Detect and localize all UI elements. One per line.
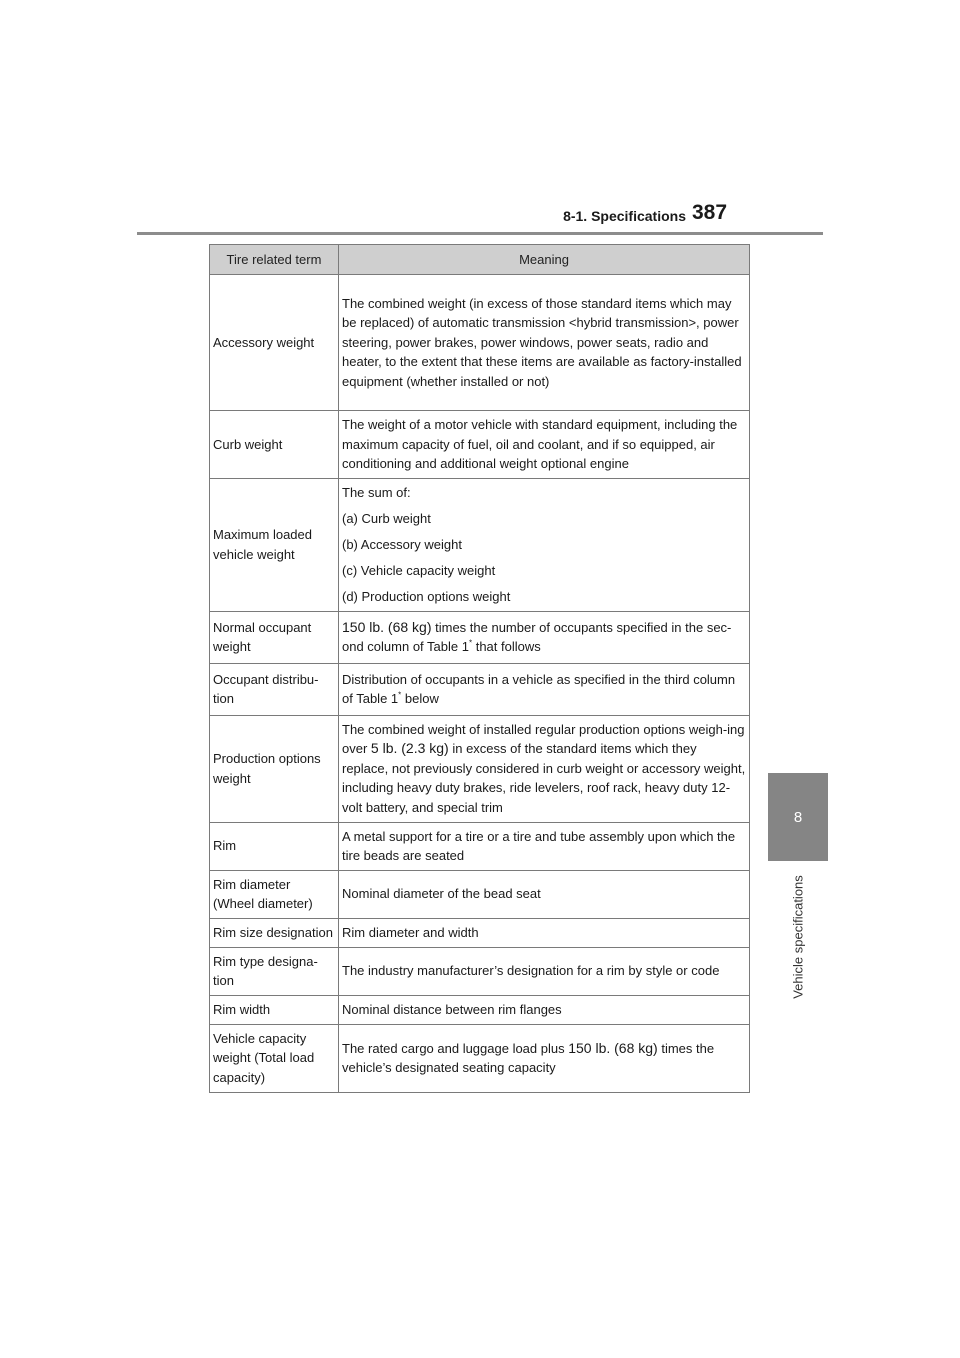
term-cell: Maximum loaded vehicle weight [210,479,339,612]
term-cell: Production options weight [210,715,339,822]
meaning-text: times the number of occupants specified in the sec-ond column of Table 1 [342,619,732,654]
table-row [210,479,750,612]
list-item: (b) Accessory weight [342,537,462,552]
term-line: Rim diameter [213,876,291,892]
list-item: (d) Production options weight [342,589,511,604]
meaning-text: below [401,691,439,706]
tire-terms-table [209,244,750,1093]
term-cell: Vehicle capacity weight (Total load capacity) [210,1024,339,1092]
meaning-cell: The industry manufacturer’s designation for a rim by style or code [339,947,750,995]
table-row [210,715,750,822]
footnote-marker: * [398,690,402,700]
meaning-cell: Nominal distance between rim flanges [339,995,750,1024]
meaning-cell [339,663,750,715]
meaning-cell: Rim diameter and width [339,918,750,947]
table-row [210,611,750,663]
meaning-cell [339,715,750,822]
table-row [210,918,750,947]
term-cell: Rim [210,822,339,870]
page-number: 387 [692,201,728,224]
meaning-cell: The weight of a motor vehicle with standard equipment, including the maximum capacity of fuel, oil and coolant, and if so equipped, air conditioning and additional weight optional engine [339,411,750,479]
term-cell [210,870,339,918]
meaning-cell: The combined weight (in excess of those standard items which may be replaced) of automatic transmission <hybrid transmission>, power steering, power brakes, power windows, power seats, radio and heater, to the extent that these items are available as factory-installed equipment (whether installed or not) [339,275,750,411]
footnote-marker: * [468,638,473,648]
column-header-meaning: Meaning [339,245,750,275]
list-item: (c) Vehicle capacity weight [342,563,496,578]
list-item: (a) Curb weight [342,511,431,526]
term-cell: Curb weight [210,411,339,479]
meaning-text: Distribution of occupants in a vehicle as specified in the third column of Table 1 [342,671,736,706]
meaning-text: times the vehicle’s designated seating capacity [342,1040,715,1075]
meaning-cell [339,479,750,612]
weight-value: 150 lb. (68 kg) [568,1039,658,1056]
table-row [210,870,750,918]
table-row [210,1024,750,1092]
chapter-tab[interactable] [768,773,828,861]
meaning-cell [339,1024,750,1092]
header-rule [137,232,823,235]
section-title: 8-1. Specifications [563,208,686,224]
meaning-cell [339,611,750,663]
term-line: (Wheel diameter) [213,896,313,911]
meaning-text: The combined weight of installed regular production options weigh-ing over [342,721,745,757]
chapter-label [768,862,828,1012]
term-cell: Occupant distribu-tion [210,663,339,715]
table-row [210,411,750,479]
meaning-text: The rated cargo and luggage load plus [342,1040,569,1056]
table-header-row [210,245,750,275]
weight-value: 150 lb. (68 kg) [342,618,432,635]
meaning-cell: Nominal diameter of the bead seat [339,870,750,918]
table-row [210,947,750,995]
table-row [210,275,750,411]
meaning-cell: A metal support for a tire or a tire and tube assembly upon which the tire beads are seated [339,822,750,870]
table-row [210,995,750,1024]
list-item: The sum of: [342,485,411,500]
term-cell: Rim type designa-tion [210,947,339,995]
term-cell: Rim width [210,995,339,1024]
term-cell: Accessory weight [210,275,339,411]
table-row [210,822,750,870]
weight-value: 5 lb. (2.3 kg) [370,740,449,757]
meaning-text: in excess of the standard items which they replace, not previously considered in curb weight or accessory weight, including heavy duty brakes, ride levelers, roof rack, heavy duty 12-volt battery, and special trim [342,741,746,815]
chapter-title: Vehicle specifications [790,875,806,999]
term-cell: Normal occupant weight [210,611,339,663]
table-row [210,663,750,715]
column-header-term: Tire related term [210,245,339,275]
term-cell: Rim size designation [210,918,339,947]
chapter-number: 8 [793,808,803,826]
meaning-text: that follows [472,639,541,654]
